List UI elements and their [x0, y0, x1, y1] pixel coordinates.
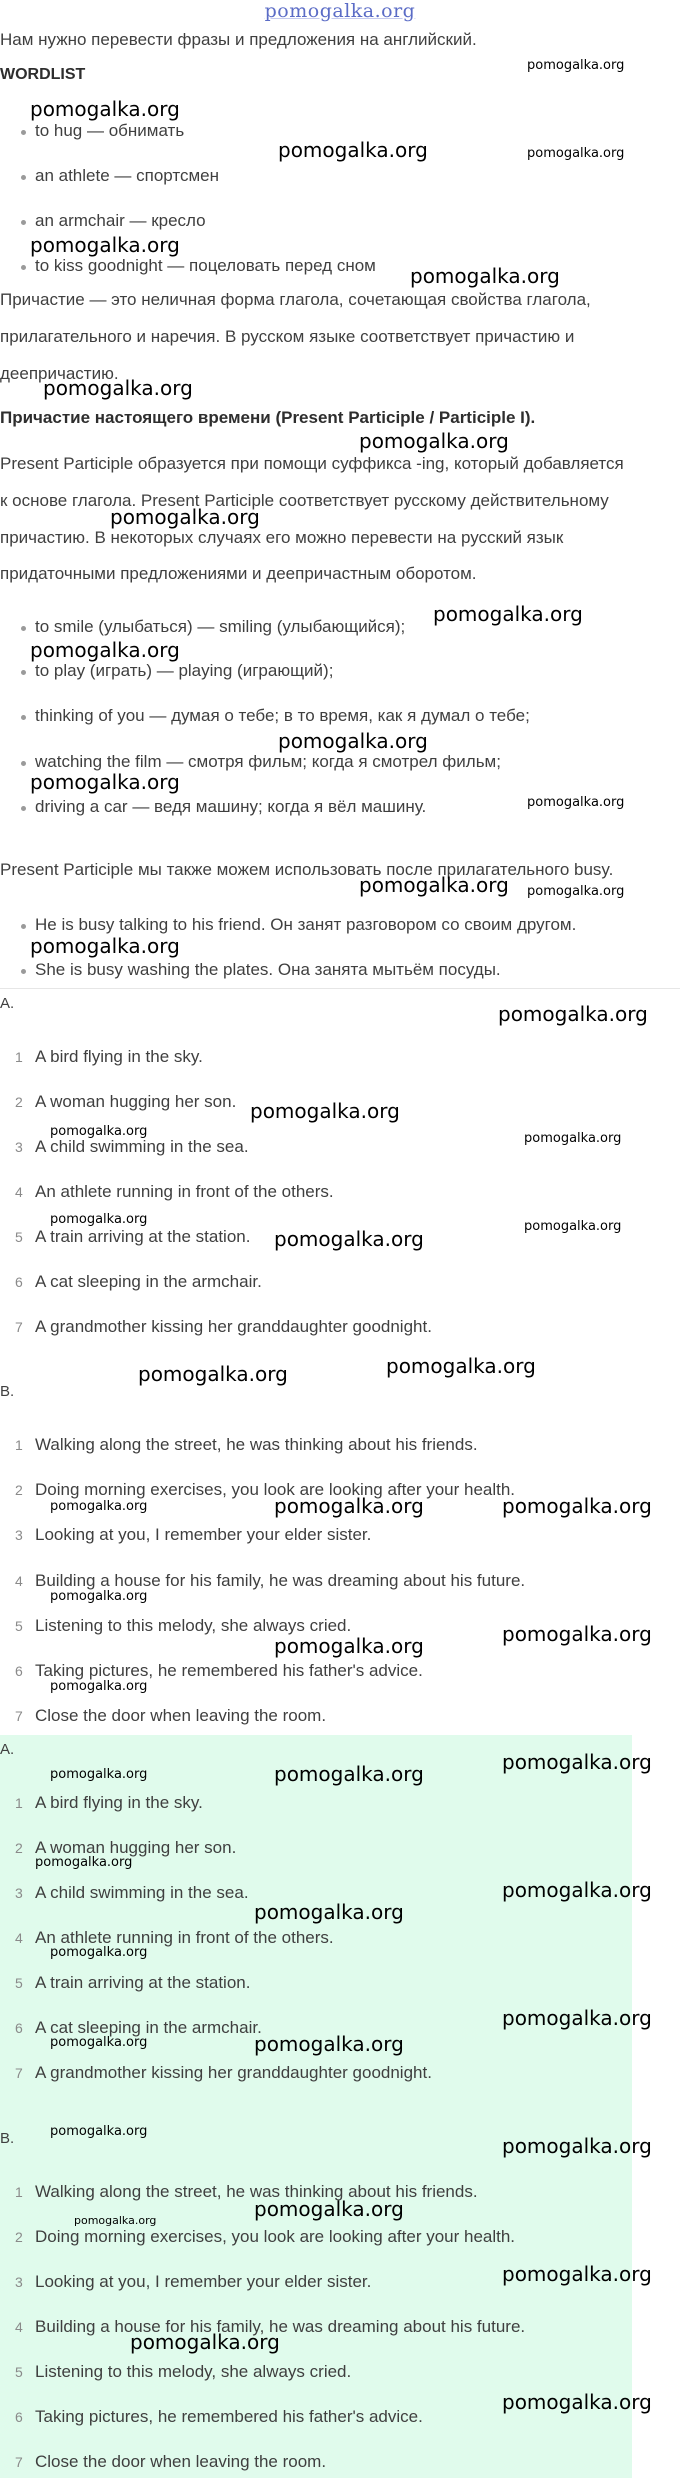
section-a-item: A train arriving at the station.: [35, 1227, 251, 1246]
item-number: 4: [15, 1930, 23, 1946]
section-a-item: A bird flying in the sky.: [35, 1047, 203, 1066]
item-number: 7: [15, 2454, 23, 2470]
watermark: pomogalka.org: [50, 2124, 148, 2139]
answer-b-item: Listening to this melody, she always cried.: [35, 2362, 352, 2381]
item-number: 3: [15, 1139, 23, 1155]
watermark: pomogalka.org: [498, 1002, 648, 1026]
item-number: 1: [15, 1437, 23, 1453]
watermark: pomogalka.org: [502, 2134, 652, 2158]
rule-line: к основе глагола. Present Participle соответствует русскому действительному: [0, 491, 609, 510]
item-number: 2: [15, 2229, 23, 2245]
example-item: to play (играть) — playing (играющий);: [35, 661, 334, 680]
section-a-item: An athlete running in front of the others.: [35, 1182, 334, 1201]
answer-b-item: Close the door when leaving the room.: [35, 2452, 327, 2471]
watermark: pomogalka.org: [50, 1767, 148, 1782]
definition-line: прилагательного и наречия. В русском языке соответствует причастию и: [0, 327, 575, 346]
item-number: 7: [15, 1319, 23, 1335]
answer-a-item: A child swimming in the sea.: [35, 1883, 249, 1902]
item-number: 7: [15, 2065, 23, 2081]
watermark: pomogalka.org: [527, 146, 625, 161]
section-a-label: A.: [0, 995, 15, 1012]
watermark: pomogalka.org: [502, 1622, 652, 1646]
rule-line: Present Participle образуется при помощи суффикса -ing, который добавляется: [0, 454, 624, 473]
busy-example: She is busy washing the plates. Она занята мытьём посуды.: [35, 960, 501, 979]
answer-b-label: B.: [0, 2130, 15, 2147]
wordlist-item: an armchair — кресло: [35, 211, 206, 230]
watermark: pomogalka.org: [50, 1124, 148, 1139]
answer-a-item: A grandmother kissing her granddaughter goodnight.: [35, 2063, 432, 2082]
item-number: 2: [15, 1482, 23, 1498]
busy-example: He is busy talking to his friend. Он занят разговором со своим другом.: [35, 915, 577, 934]
section-b-item: Building a house for his family, he was dreaming about his future.: [35, 1571, 526, 1590]
answer-b-item: Doing morning exercises, you look are looking after your health.: [35, 2227, 516, 2246]
watermark: pomogalka.org: [278, 138, 428, 162]
watermark: pomogalka.org: [254, 2197, 404, 2221]
watermark: pomogalka.org: [502, 2262, 652, 2286]
watermark: pomogalka.org: [359, 873, 509, 897]
watermark: pomogalka.org: [30, 934, 180, 958]
section-a-item: A grandmother kissing her granddaughter goodnight.: [35, 1317, 432, 1336]
watermark: pomogalka.org: [254, 1900, 404, 1924]
example-item: to smile (улыбаться) — smiling (улыбающийся);: [35, 617, 406, 636]
watermark: pomogalka.org: [254, 2032, 404, 2056]
watermark: pomogalka.org: [527, 884, 625, 899]
section-b-item: Doing morning exercises, you look are looking after your health.: [35, 1480, 516, 1499]
watermark: pomogalka.org: [410, 264, 560, 288]
divider: [0, 988, 680, 989]
item-number: 4: [15, 1184, 23, 1200]
watermark: pomogalka.org: [50, 1589, 148, 1604]
item-number: 5: [15, 1975, 23, 1991]
watermark: pomogalka.org: [50, 1499, 148, 1514]
watermark: pomogalka.org: [250, 1099, 400, 1123]
section-b-item: Looking at you, I remember your elder sister.: [35, 1525, 372, 1544]
item-number: 4: [15, 1573, 23, 1589]
watermark: pomogalka.org: [502, 1750, 652, 1774]
watermark: pomogalka.org: [386, 1354, 536, 1378]
answer-a-item: A cat sleeping in the armchair.: [35, 2018, 262, 2037]
watermark: pomogalka.org: [30, 97, 180, 121]
item-number: 1: [15, 2184, 23, 2200]
section-b-item: Close the door when leaving the room.: [35, 1706, 327, 1725]
section-b-label: B.: [0, 1383, 15, 1400]
watermark: pomogalka.org: [74, 2214, 157, 2227]
watermark: pomogalka.org: [524, 1131, 622, 1146]
watermark: pomogalka.org: [50, 1212, 148, 1227]
watermark: pomogalka.org: [50, 1945, 148, 1960]
watermark: pomogalka.org: [30, 770, 180, 794]
watermark: pomogalka.org: [50, 2035, 148, 2050]
item-number: 5: [15, 1229, 23, 1245]
wordlist-item: to hug — обнимать: [35, 121, 185, 140]
answer-a-item: A train arriving at the station.: [35, 1973, 251, 1992]
answer-b-item: Taking pictures, he remembered his father's advice.: [35, 2407, 423, 2426]
item-number: 2: [15, 1094, 23, 1110]
item-number: 3: [15, 1527, 23, 1543]
watermark: pomogalka.org: [524, 1219, 622, 1234]
section-b-item: Walking along the street, he was thinking about his friends.: [35, 1435, 478, 1454]
answer-a-item: A woman hugging her son.: [35, 1838, 237, 1857]
watermark: pomogalka.org: [30, 233, 180, 257]
item-number: 6: [15, 1663, 23, 1679]
item-number: 1: [15, 1049, 23, 1065]
rule-line: причастию. В некоторых случаях его можно перевести на русский язык: [0, 528, 564, 547]
wordlist-item: an athlete — спортсмен: [35, 166, 219, 185]
item-number: 6: [15, 2020, 23, 2036]
item-number: 1: [15, 1795, 23, 1811]
example-item: thinking of you — думая о тебе; в то время, как я думал о тебе;: [35, 706, 530, 725]
wordlist-heading: WORDLIST: [0, 66, 86, 83]
watermark: pomogalka.org: [274, 1227, 424, 1251]
watermark: pomogalka.org: [110, 505, 260, 529]
watermark: pomogalka.org: [502, 1878, 652, 1902]
item-number: 7: [15, 1708, 23, 1724]
answer-b-item: Building a house for his family, he was dreaming about his future.: [35, 2317, 526, 2336]
item-number: 5: [15, 1618, 23, 1634]
answer-b-item: Walking along the street, he was thinking about his friends.: [35, 2182, 478, 2201]
watermark: pomogalka.org: [359, 429, 509, 453]
answer-b-item: Looking at you, I remember your elder sister.: [35, 2272, 372, 2291]
item-number: 5: [15, 2364, 23, 2380]
rule-line: придаточными предложениями и деепричастным оборотом.: [0, 564, 477, 583]
watermark: pomogalka.org: [502, 2390, 652, 2414]
item-number: 4: [15, 2319, 23, 2335]
wordlist-item: to kiss goodnight — поцеловать перед сном: [35, 256, 376, 275]
intro-text: Нам нужно перевести фразы и предложения на английский.: [0, 30, 477, 49]
busy-line: Present Participle мы также можем использовать после прилагательного busy.: [0, 860, 614, 879]
item-number: 3: [15, 2274, 23, 2290]
section-b-item: Listening to this melody, she always cried.: [35, 1616, 352, 1635]
example-item: watching the film — смотря фильм; когда я смотрел фильм;: [35, 752, 501, 771]
item-number: 2: [15, 1840, 23, 1856]
watermark: pomogalka.org: [502, 1494, 652, 1518]
definition-line: деепричастию.: [0, 364, 119, 383]
watermark: pomogalka.org: [527, 58, 625, 73]
watermark: pomogalka.org: [274, 1634, 424, 1658]
answer-a-item: A bird flying in the sky.: [35, 1793, 203, 1812]
definition-line: Причастие — это неличная форма глагола, сочетающая свойства глагола,: [0, 290, 591, 309]
answer-a-label: A.: [0, 1741, 15, 1758]
watermark: pomogalka.org: [527, 795, 625, 810]
watermark: pomogalka.org: [35, 1855, 133, 1870]
section-a-item: A woman hugging her son.: [35, 1092, 237, 1111]
item-number: 6: [15, 1274, 23, 1290]
answer-a-item: An athlete running in front of the others.: [35, 1928, 334, 1947]
watermark: pomogalka.org: [30, 638, 180, 662]
watermark: pomogalka.org: [502, 2006, 652, 2030]
section-b-item: Taking pictures, he remembered his father's advice.: [35, 1661, 423, 1680]
watermark: pomogalka.org: [50, 1679, 148, 1694]
section-a-item: A child swimming in the sea.: [35, 1137, 249, 1156]
site-logo[interactable]: pomogalka.org: [264, 0, 416, 22]
watermark: pomogalka.org: [43, 376, 193, 400]
item-number: 3: [15, 1885, 23, 1901]
watermark: pomogalka.org: [130, 2330, 280, 2354]
watermark: pomogalka.org: [274, 1762, 424, 1786]
item-number: 6: [15, 2409, 23, 2425]
watermark: pomogalka.org: [278, 729, 428, 753]
watermark: pomogalka.org: [274, 1494, 424, 1518]
section-a-item: A cat sleeping in the armchair.: [35, 1272, 262, 1291]
watermark: pomogalka.org: [138, 1362, 288, 1386]
participle-heading: Причастие настоящего времени (Present Participle / Participle I).: [0, 408, 536, 427]
watermark: pomogalka.org: [433, 602, 583, 626]
example-item: driving a car — ведя машину; когда я вёл машину.: [35, 797, 427, 816]
